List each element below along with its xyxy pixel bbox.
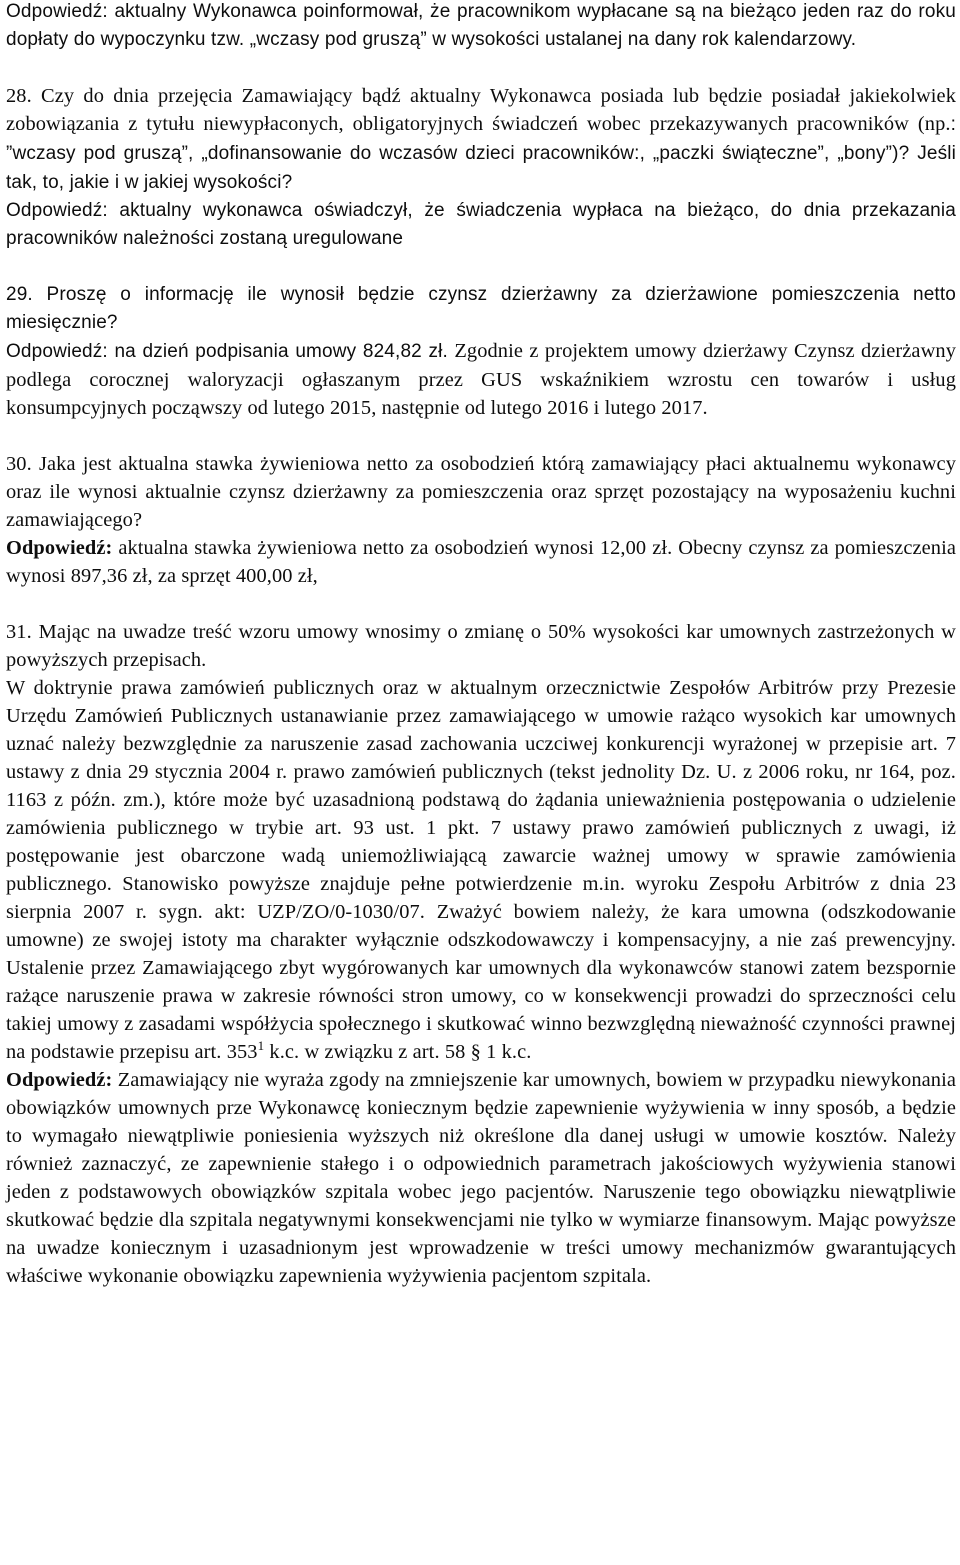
question-28-number: 28. xyxy=(6,85,32,107)
answer-29-text: Zgodnie z projektem umowy dzierżawy Czynsz dzierżawny podlega corocznej waloryzacji ogłaszanym przez GUS wskaźnikiem wzrostu cen towarów i usług konsumpcyjnych począwszy od lutego 2015, następnie od lutego 2016 i lutego 2017. xyxy=(6,340,956,419)
question-30-text: 30. Jaka jest aktualna stawka żywieniowa netto za osobodzień którą zamawiający płaci aktualnemu wykonawcy oraz ile wynosi aktualnie czynsz dzierżawny za pomieszczenia oraz sprzęt pozostający na wyposażeniu kuchni zamawiającego? xyxy=(6,453,956,531)
question-31-body-text: W doktrynie prawa zamówień publicznych oraz w aktualnym orzecznictwie Zespołów Arbitrów przy Prezesie Urzędu Zamówień Publicznych ustanawianie przez zamawiającego w umowie rażąco wysokich kar umownych uznać należy bezwzględnie za naruszenie zasad zachowania uczciwej konkurencji wyrażonej w przepisie art. 7 ustawy z dnia 29 stycznia 2004 r. prawo zamówień publicznych (tekst jednolity Dz. U. z 2006 roku, nr 164, poz. 1163 z późn. zm.), które może być uzasadnioną podstawą do żądania unieważnienia postępowania o udzielenie zamówienia publicznego w trybie art. 93 ust. 1 pkt. 7 ustawy prawo zamówień publicznych z uwagi, iż postępowanie jest obarczone wadą uniemożliwiającą zawarcie ważnej umowy w sprawie zamówienia publicznego. Stanowisko powyższe znajduje pełne potwierdzenie m.in. wyroku Zespołu Arbitrów z dnia 23 sierpnia 2007 r. sygn. akt: UZP/ZO/0-1030/07. Zważyć bowiem należy, że kara umowna (odszkodowanie umowne) ze swojej istoty ma charakter wyłącznie odszkodowawczy i kompensacyjny, a nie zaś prewencyjny. Ustalenie przez Zamawiającego zbyt wygórowanych kar umownych dla wykonawców stanowi zatem bezspornie rażące naruszenie prawa w zakresie równości stron umowy, co w konsekwencji prowadzi do sprzeczności celu takiej umowy z zasadami współżycia społecznego i skutkować winno bezwzględną nieważność czynności prawnej na podstawie przepisu art. 353 xyxy=(6,677,956,1063)
question-31-text: 31. Mając na uwadze treść wzoru umowy wnosimy o zmianę o 50% wysokości kar umownych zastrzeżonych w powyższych przepisach. xyxy=(6,621,956,671)
answer-28 xyxy=(6,197,956,253)
question-28-text-sans: : ”wczasy pod gruszą”, „dofinansowanie do wczasów dzieci pracowników:, „paczki świąteczne”, „bony”)? Jeśli tak, to, jakie i w jakiej wysokości? xyxy=(6,114,956,193)
superscript-one: 1 xyxy=(257,1038,265,1054)
answer-30-text: aktualna stawka żywieniowa netto za osobodzień wynosi 12,00 zł. Obecny czynsz za pomieszczenia wynosi 897,36 zł, za sprzęt 400,00 zł, xyxy=(6,537,956,587)
answer-31-text: Zamawiający nie wyraża zgody na zmniejszenie kar umownych, bowiem w przypadku niewykonania obowiązków umownych prze Wykonawcę koniecznym będzie zapewnienie wyżywienia w inny sposób, a będzie to wymagało niewątpliwie poniesienia wyższych niż określone dla danej usługi w umowie kosztów. Należy również zaznaczyć, ze zapewnienie stałego i o odpowiednich parametrach jakościowych wyżywienia stanowi jeden z podstawowych obowiązków szpitala wobec jego pacjentów. Naruszenie tego obowiązku niewątpliwie skutkować będzie dla szpitala negatywnymi konsekwencjami nie tylko w wymiarze finansowym. Mając powyższe na uwadze koniecznym i uzasadnionym jest wprowadzenie w treści umowy mechanizmów gwarantujących właściwe wykonanie obowiązku zapewnienia wyżywienia pacjentom szpitala. xyxy=(6,1069,956,1287)
answer-29-lead: Odpowiedź: na dzień podpisania umowy 824,82 zł. xyxy=(6,341,448,362)
spacer xyxy=(6,253,956,281)
spacer xyxy=(6,54,956,82)
question-29 xyxy=(6,281,956,337)
answer-27-text: Odpowiedź: aktualny Wykonawca poinformował, że pracownikom wypłacane są na bieżąco jeden raz do roku dopłaty do wypoczynku tzw. „wczasy pod gruszą” w wysokości ustalanej na dany rok kalendarzowy. xyxy=(6,1,956,50)
question-31 xyxy=(6,618,956,674)
answer-30-label: Odpowiedź: xyxy=(6,537,113,559)
answer-31-label: Odpowiedź: xyxy=(6,1069,113,1091)
answer-30 xyxy=(6,534,956,590)
answer-28-text: Odpowiedź: aktualny wykonawca oświadczył, że świadczenia wypłaca na bieżąco, do dnia przekazania pracowników należności zostaną uregulowane xyxy=(6,200,956,249)
answer-31 xyxy=(6,1066,956,1290)
question-31-body xyxy=(6,674,956,1066)
spacer xyxy=(6,590,956,618)
question-31-body-end: k.c. w związku z art. 58 § 1 k.c. xyxy=(264,1041,532,1063)
question-28 xyxy=(6,82,956,197)
question-28-text: Czy do dnia przejęcia Zamawiający bądź aktualny Wykonawca posiada lub będzie posiadał jakiekolwiek zobowiązania z tytułu niewypłaconych, obligatoryjnych świadczeń wobec przekazywanych pracowników (np. xyxy=(6,85,956,135)
question-30 xyxy=(6,450,956,534)
spacer xyxy=(6,422,956,450)
answer-27 xyxy=(6,0,956,54)
answer-29 xyxy=(6,337,956,422)
question-29-text: 29. Proszę o informację ile wynosił będzie czynsz dzierżawny za dzierżawione pomieszczenia netto miesięcznie? xyxy=(6,284,956,333)
